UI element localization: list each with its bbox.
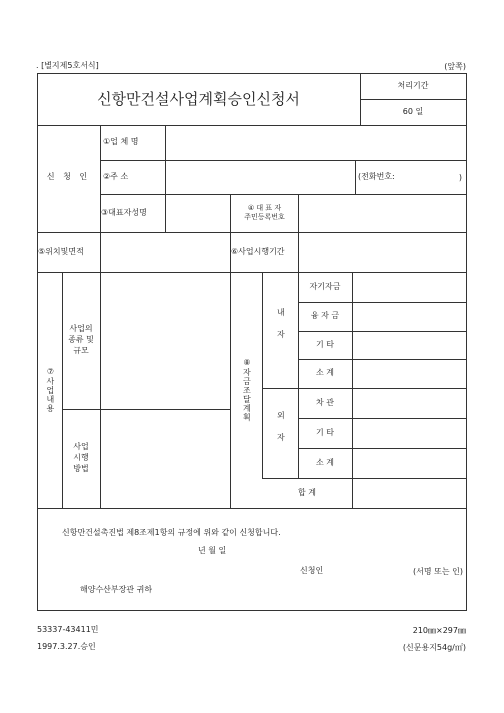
representative-name-field[interactable]: [166, 195, 229, 231]
address-label: ②주 소: [103, 171, 129, 181]
business-method-line2: 시행: [73, 453, 89, 463]
business-method-field[interactable]: [101, 410, 229, 507]
domestic-subtotal-label: 소 계: [316, 368, 334, 378]
foreign-other-label: 기 타: [316, 427, 334, 437]
business-type-scale-line3: 규모: [73, 345, 89, 355]
form-border-right: [466, 73, 467, 610]
signer-label: 신청인: [300, 565, 324, 575]
location-area-field[interactable]: [101, 233, 229, 271]
foreign-loan-label: 차 관: [316, 397, 334, 407]
representative-id-field[interactable]: [299, 195, 465, 231]
business-type-scale-label: [62, 272, 100, 409]
processing-period-value: 60 일: [402, 106, 424, 116]
representative-name-label: ③대표자성명: [101, 207, 147, 217]
form-number-label: . [별지제5호서식]: [36, 60, 99, 70]
domestic-capital-label: 내자: [276, 308, 286, 352]
domestic-own-funds-field[interactable]: [353, 273, 465, 301]
company-name-label: ①업 체 명: [103, 137, 139, 147]
approval-date: 1997.3.27.승인: [37, 641, 96, 651]
addressee: 해양수산부장관 귀하: [80, 584, 153, 594]
foreign-subtotal-field[interactable]: [353, 449, 465, 477]
company-name-field[interactable]: [166, 126, 465, 159]
address-field[interactable]: [166, 161, 354, 193]
business-period-label: ⑥사업시행기간: [231, 246, 285, 256]
paper-type: (신문용지54g/㎡): [402, 642, 466, 652]
application-statement: 신항만건설촉진법 제8조제1항의 규정에 위와 같이 신청합니다.: [62, 527, 281, 537]
representative-id-label-line2: 주민등록번호: [244, 213, 285, 221]
domestic-loan-field[interactable]: [353, 303, 465, 330]
paper-size: 210㎜×297㎜: [412, 625, 466, 635]
domestic-other-field[interactable]: [353, 332, 465, 358]
domestic-own-funds-label: 자기자금: [309, 281, 341, 291]
application-date-line: 년 월 일: [198, 545, 227, 555]
applicant-label: 신 청 인: [46, 171, 91, 181]
business-method-line1: 사업: [73, 442, 89, 452]
funding-plan-label: ⑧자금조달계획: [242, 358, 252, 422]
location-area-label: ⑤위치및면적: [38, 246, 84, 256]
foreign-capital-label: 외자: [276, 411, 286, 455]
business-period-field[interactable]: [299, 233, 465, 271]
foreign-subtotal-label: 소 계: [316, 457, 334, 467]
page-side-label: (앞쪽): [444, 61, 466, 71]
foreign-other-field[interactable]: [353, 419, 465, 447]
domestic-other-label: 기 타: [316, 339, 334, 349]
form-code: 53337-43411민: [37, 624, 99, 634]
grand-total-field[interactable]: [353, 479, 465, 507]
business-type-scale-line2: 종류 및: [68, 335, 94, 345]
representative-id-label-line1: ④ 대 표 자: [247, 203, 282, 212]
foreign-loan-field[interactable]: [353, 389, 465, 417]
business-type-scale-field[interactable]: [101, 273, 229, 408]
form-border-bottom: [37, 610, 467, 611]
phone-close-paren: ): [458, 172, 462, 182]
signature-note: (서명 또는 인): [413, 566, 463, 576]
phone-label: (전화번호:: [358, 171, 395, 181]
domestic-subtotal-field[interactable]: [353, 360, 465, 387]
business-type-scale-line1: 사업의: [69, 324, 93, 334]
form-title: 신항만건설사업계획승인신청서: [97, 89, 300, 108]
domestic-loan-label: 융 자 금: [310, 311, 340, 321]
business-method-line3: 방법: [73, 463, 89, 473]
business-content-label: ⑦사업내용: [45, 367, 55, 413]
processing-period-label: 처리기간: [397, 80, 429, 90]
grand-total-label: 합 계: [298, 487, 316, 497]
representative-id-label: [231, 194, 298, 232]
business-method-label: [62, 409, 100, 508]
